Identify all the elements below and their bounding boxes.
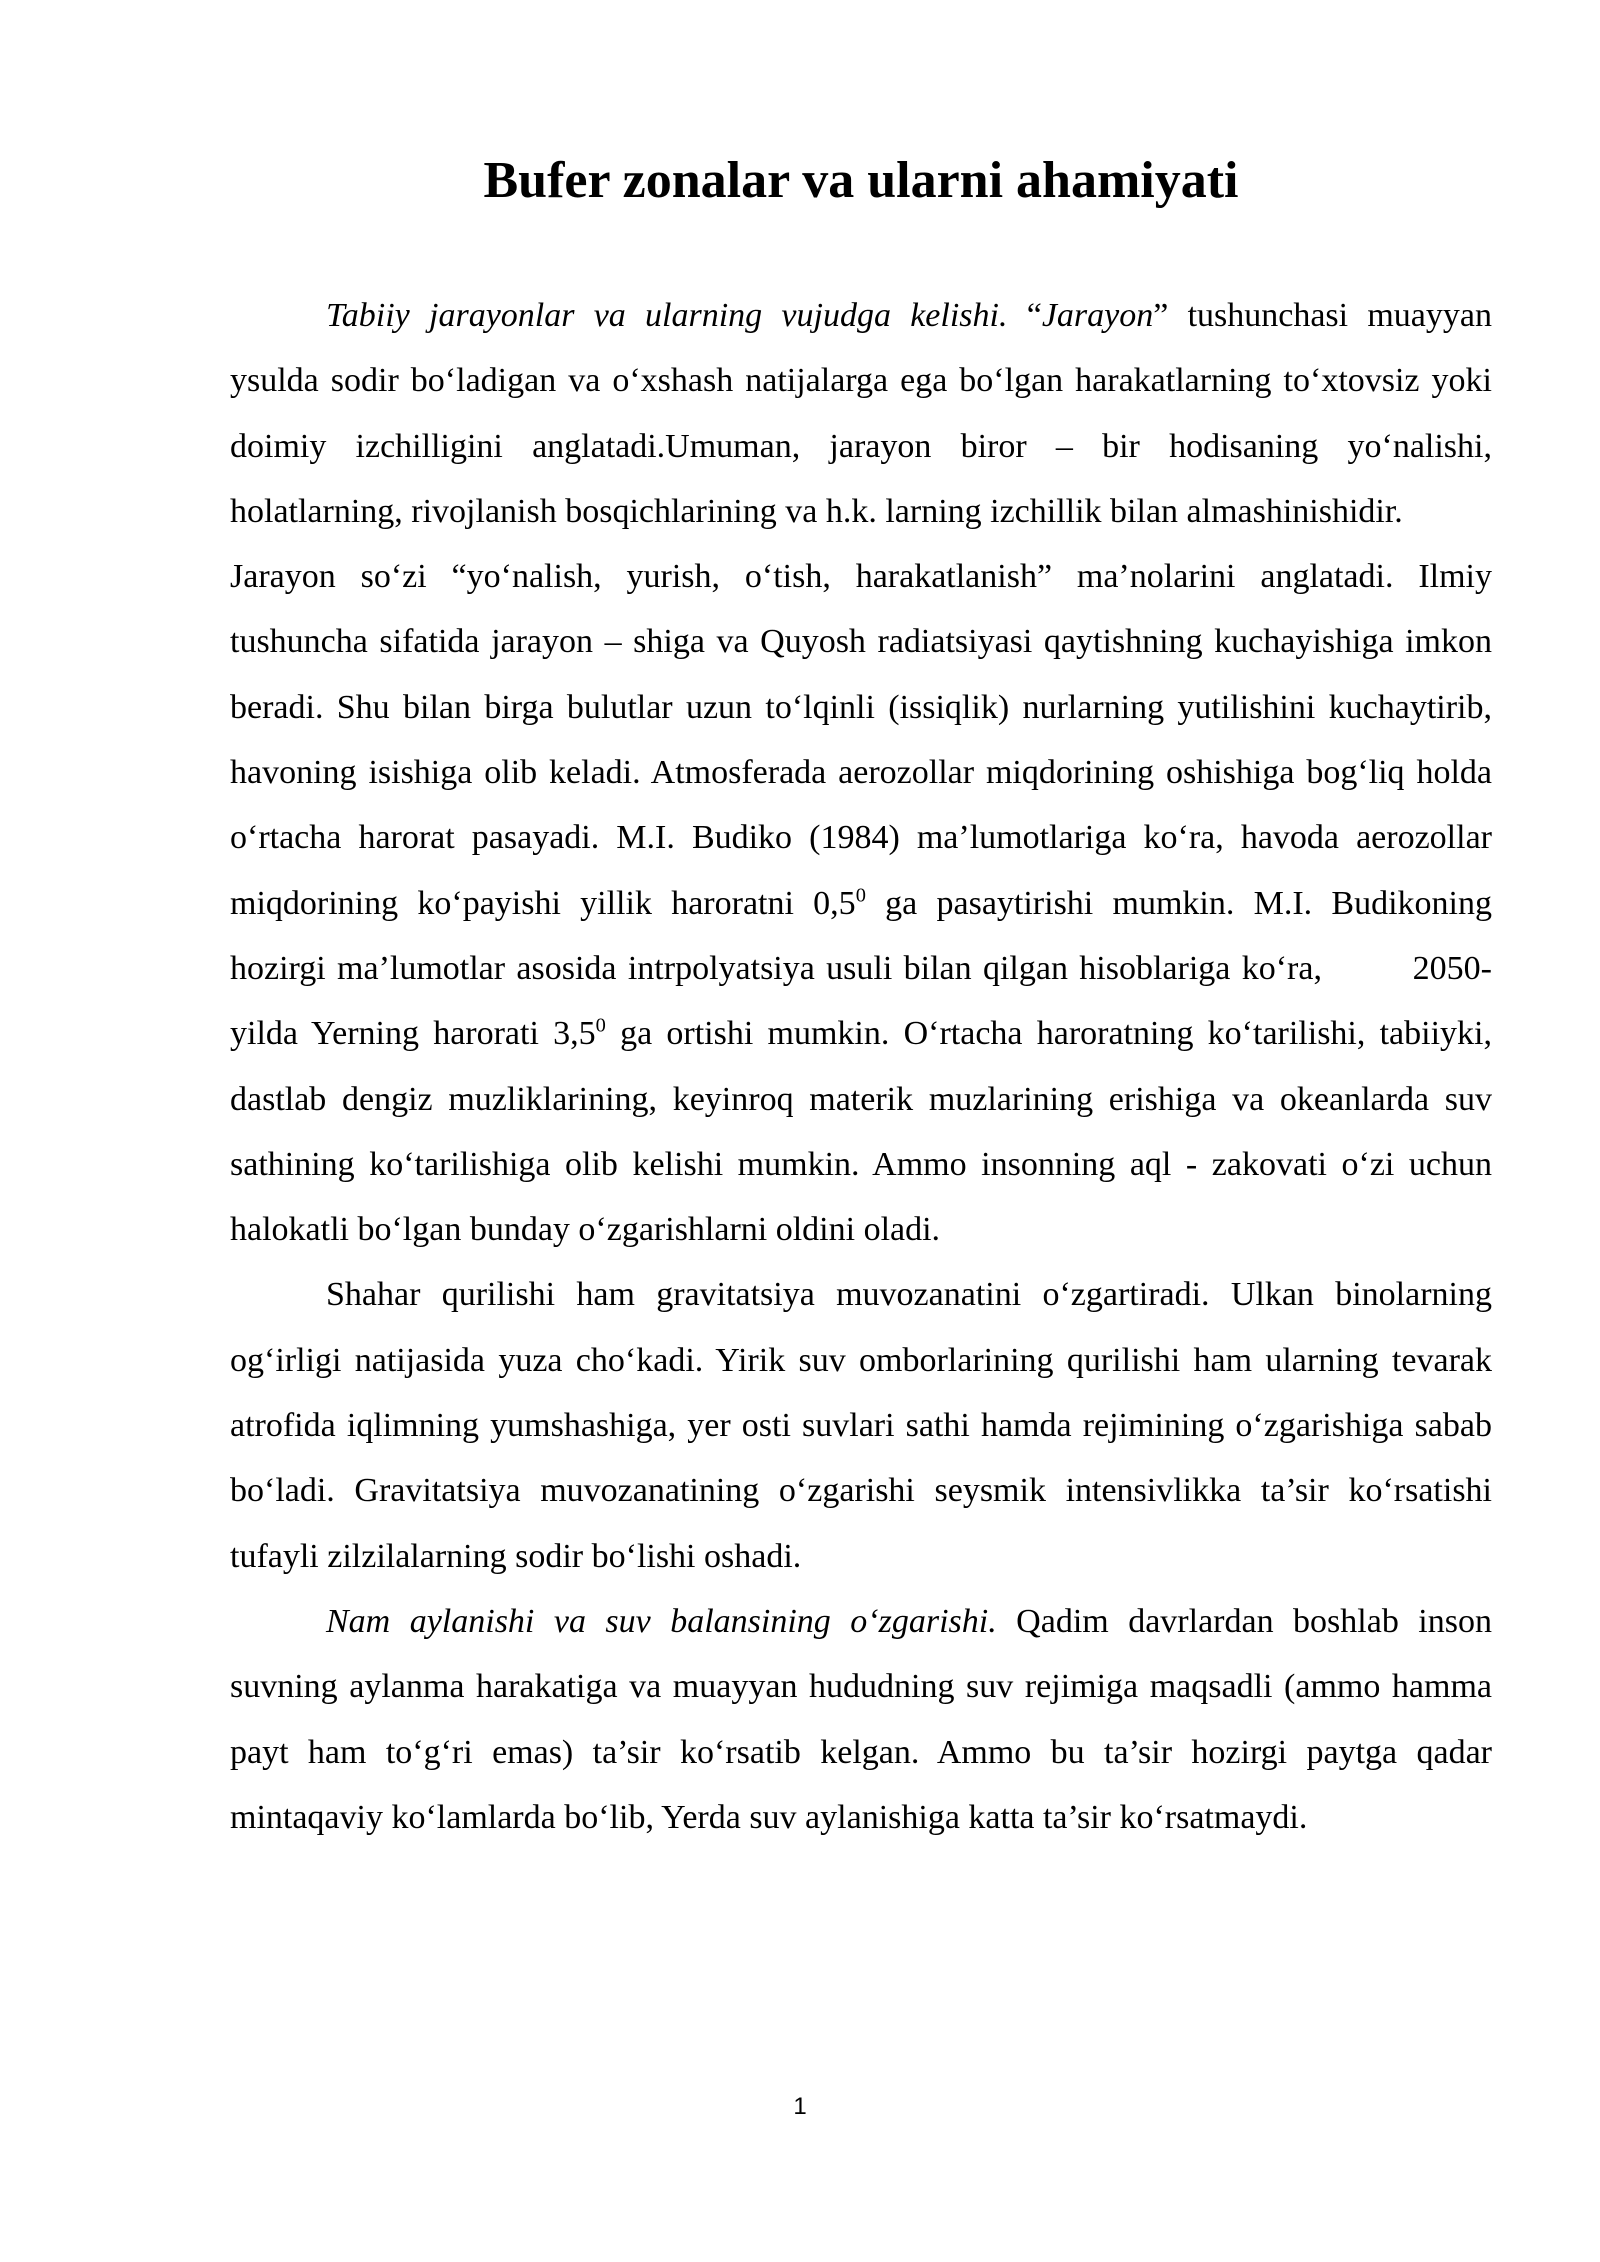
italic-lead-text: Tabiiy jarayonlar va ularning vujudga kelishi. xyxy=(326,297,1008,334)
paragraph-2 xyxy=(230,544,1501,1262)
paragraph-text: Jarayon so‘zi “yo‘nalish, yurish, o‘tish, harakatlanish” ma’nolarini anglatadi. Ilmiy tushuncha sifatida jarayon – shiga va Quyosh radiatsiyasi qaytishning kuchayishiga imkon beradi. Shu bilan birga bulutlar uzun to‘lqinli (issiqlik) nurlarning yutilishini kuchaytirib, havoning isishiga olib keladi. Atmosferada aerozollar miqdorining oshishiga bog‘liq holda o‘rtacha harorat pasayadi. M.I. Budiko (1984) ma’lumotlariga ko‘ra, havoda aerozollar miqdorining ko‘payishi yillik haroratni 0,5 xyxy=(230,558,1492,922)
paragraph-text: ” tushunchasi muayyan ysulda sodir bo‘ladigan va o‘xshash natijalarga ega bo‘lgan harakatlarning to‘xtovsiz yoki doimiy izchilligini anglatadi.Umuman, jarayon biror – bir hodisaning yo‘nalishi, holatlarning, rivojlanish bosqichlarining va h.k. larning izchillik bilan almashinishidir. xyxy=(230,297,1492,530)
degree-superscript: 0 xyxy=(855,884,866,907)
quoted-term-text: Jarayon xyxy=(1041,297,1154,334)
page-title: Bufer zonalar va ularni ahamiyati xyxy=(483,152,1239,209)
page-number: 1 xyxy=(793,2093,807,2120)
quote-open-text: “ xyxy=(1007,297,1042,334)
paragraph-text: ga pasaytirishi mumkin. M.I. Budikoning hozirgi ma’lumotlar asosida intrpolyatsiya usuli bilan qilgan hisoblariga ko‘ra, 2050-yilda Yerning harorati 3,5 xyxy=(230,884,1501,1053)
paragraph-text: ga ortishi mumkin. O‘rtacha haroratning ko‘tarilishi, tabiiyki, dastlab dengiz muzliklarining, keyinroq materik muzlarining erishiga va okeanlarda suv sathining ko‘tarilishiga olib kelishi mumkin. Ammo insonning aql - zakovati o‘zi uchun halokatli bo‘lgan bunday o‘zgarishlarni oldini oladi. xyxy=(230,1015,1492,1249)
paragraph-3 xyxy=(230,1262,1492,1588)
italic-lead-text: Nam aylanishi va suv balansining o‘zgarishi. xyxy=(326,1602,997,1640)
degree-superscript: 0 xyxy=(595,1014,606,1037)
document-body xyxy=(230,283,1501,1850)
paragraph-text: Shahar qurilishi ham gravitatsiya muvozanatini o‘zgartiradi. Ulkan binolarning og‘irligi natijasida yuza cho‘kadi. Yirik suv omborlarining qurilishi ham ularning tevarak atrofida iqlimning yumshashiga, yer osti suvlari sathi hamda rejimining o‘zgarishiga sabab bo‘ladi. Gravitatsiya muvozanatining o‘zgarishi seysmik intensivlikka ta’sir ko‘rsatishi tufayli zilzilalarning sodir bo‘lishi oshadi. xyxy=(230,1276,1492,1575)
paragraph-1 xyxy=(230,283,1492,544)
paragraph-text: Qadim davrlardan boshlab inson suvning aylanma harakatiga va muayyan hududning suv rejimiga maqsadli (ammo hamma payt ham to‘g‘ri emas) ta’sir ko‘rsatib kelgan. Ammo bu ta’sir hozirgi paytga qadar mintaqaviy ko‘lamlarda bo‘lib, Yerda suv aylanishiga katta ta’sir ko‘rsatmaydi. xyxy=(230,1602,1492,1836)
paragraph-4 xyxy=(230,1589,1492,1850)
